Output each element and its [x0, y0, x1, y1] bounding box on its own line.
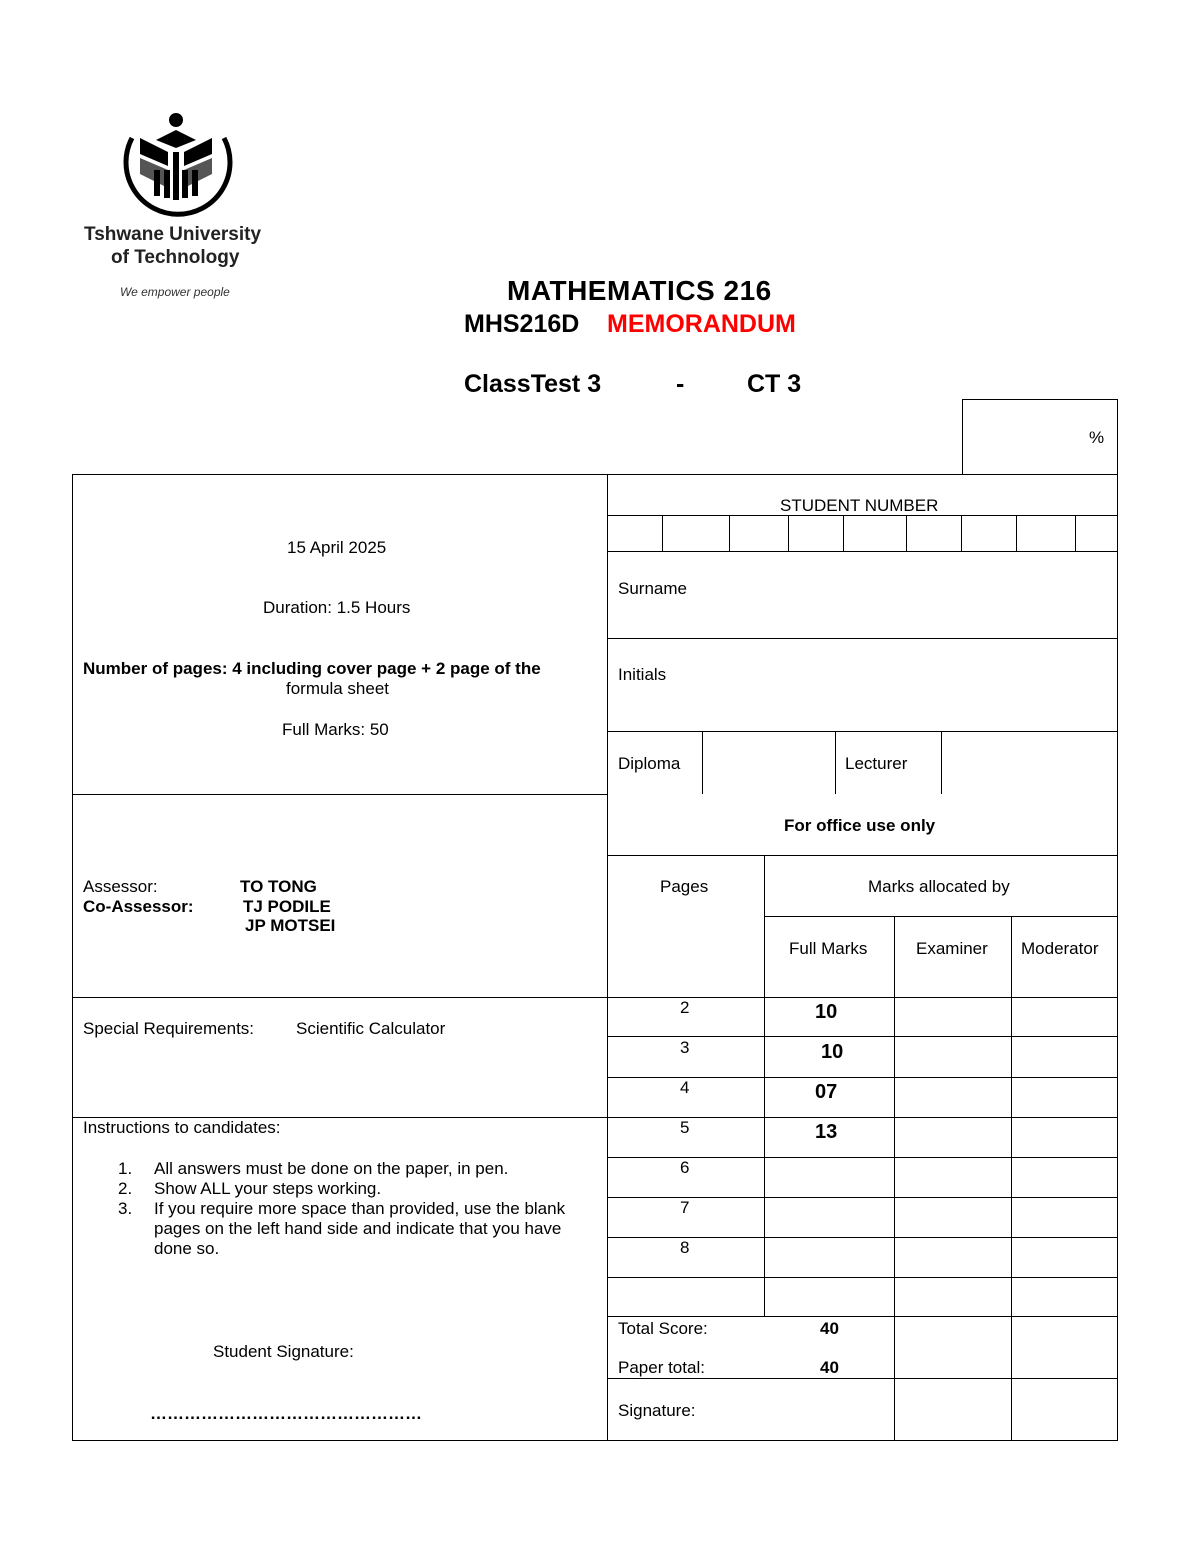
instructions-heading: Instructions to candidates:: [83, 1118, 281, 1137]
initials-label: Initials: [618, 665, 667, 684]
paper-total-label: Paper total:: [618, 1358, 705, 1377]
co-assessor-name-1: TJ PODILE: [243, 897, 331, 916]
table-row: [608, 1037, 1117, 1077]
test-name: ClassTest 3: [464, 370, 602, 398]
pages-column-header: Pages: [660, 877, 709, 896]
full-marks-column-header: Full Marks: [789, 939, 868, 958]
student-signature-label: Student Signature:: [213, 1342, 354, 1361]
table-row: [608, 1118, 1117, 1157]
surname-label: Surname: [618, 579, 687, 598]
row-page-number: 3: [680, 1038, 690, 1057]
instruction-item: 1. All answers must be done on the paper, in pen.: [118, 1159, 509, 1178]
row-full-marks: 10: [815, 1001, 838, 1023]
course-code: MHS216D: [464, 310, 580, 338]
moderator-column-header: Moderator: [1021, 939, 1099, 958]
row-page-number: 4: [680, 1078, 690, 1097]
row-full-marks: 07: [815, 1081, 838, 1103]
co-assessor-label: Co-Assessor:: [83, 897, 194, 916]
instruction-item: 2. Show ALL your steps working.: [118, 1179, 382, 1198]
assessor-label: Assessor:: [83, 877, 158, 896]
student-signature-line[interactable]: …………………………………………: [150, 1404, 422, 1423]
office-signature-label: Signature:: [618, 1401, 696, 1420]
row-full-marks: 10: [821, 1041, 844, 1063]
lecturer-field[interactable]: [942, 732, 1117, 794]
row-page-number: 6: [680, 1158, 690, 1177]
assessor-name: TO TONG: [240, 877, 317, 896]
exam-date: 15 April 2025: [287, 538, 387, 557]
table-row: [608, 1238, 1117, 1277]
initials-field[interactable]: [700, 642, 1110, 728]
special-requirements-label: Special Requirements:: [83, 1019, 255, 1038]
row-page-number: 2: [680, 998, 690, 1017]
test-dash: -: [676, 370, 685, 398]
diploma-field[interactable]: [703, 732, 834, 794]
tut-emblem-icon: [84, 108, 274, 218]
percent-sign: %: [1089, 428, 1105, 447]
special-requirements-value: Scientific Calculator: [296, 1019, 446, 1038]
examiner-column-header: Examiner: [916, 939, 988, 958]
exam-duration: Duration: 1.5 Hours: [263, 598, 411, 617]
test-code: CT 3: [747, 370, 802, 398]
total-score-label: Total Score:: [618, 1319, 708, 1338]
student-number-label: STUDENT NUMBER: [780, 496, 939, 515]
table-row: [608, 998, 1117, 1036]
table-row: [608, 1198, 1117, 1237]
table-row: [608, 1078, 1117, 1117]
paper-total-value: 40: [820, 1358, 839, 1377]
course-title: MATHEMATICS 216: [507, 275, 772, 306]
row-full-marks: 13: [815, 1121, 838, 1143]
total-score-value: 40: [820, 1319, 839, 1338]
instruction-item: 3. If you require more space than provided, use the blank pages on the left hand side and indicate that you have done so.: [118, 1199, 566, 1258]
table-row: [608, 1158, 1117, 1197]
co-assessor-name-2: JP MOTSEI: [245, 916, 336, 935]
number-of-pages-cont: formula sheet: [286, 679, 389, 698]
memorandum-label: MEMORANDUM: [607, 310, 796, 338]
logo-name-line2: of Technology: [111, 247, 240, 268]
diploma-label: Diploma: [618, 754, 681, 773]
row-page-number: 5: [680, 1118, 690, 1137]
logo-tagline: We empower people: [120, 285, 230, 299]
row-page-number: 8: [680, 1238, 690, 1257]
lecturer-label: Lecturer: [845, 754, 908, 773]
number-of-pages: Number of pages: 4 including cover page + 2 page of the: [83, 659, 541, 678]
row-page-number: 7: [680, 1198, 690, 1217]
full-marks: Full Marks: 50: [282, 720, 389, 739]
student-number-digit-boxes[interactable]: [608, 516, 1117, 551]
instructions-list: [84, 1159, 604, 1259]
logo-name-line1: Tshwane University: [84, 224, 262, 245]
university-logo: [84, 108, 274, 298]
office-use-heading: For office use only: [784, 816, 936, 835]
surname-field[interactable]: [700, 556, 1110, 634]
marks-allocated-header: Marks allocated by: [868, 877, 1010, 896]
